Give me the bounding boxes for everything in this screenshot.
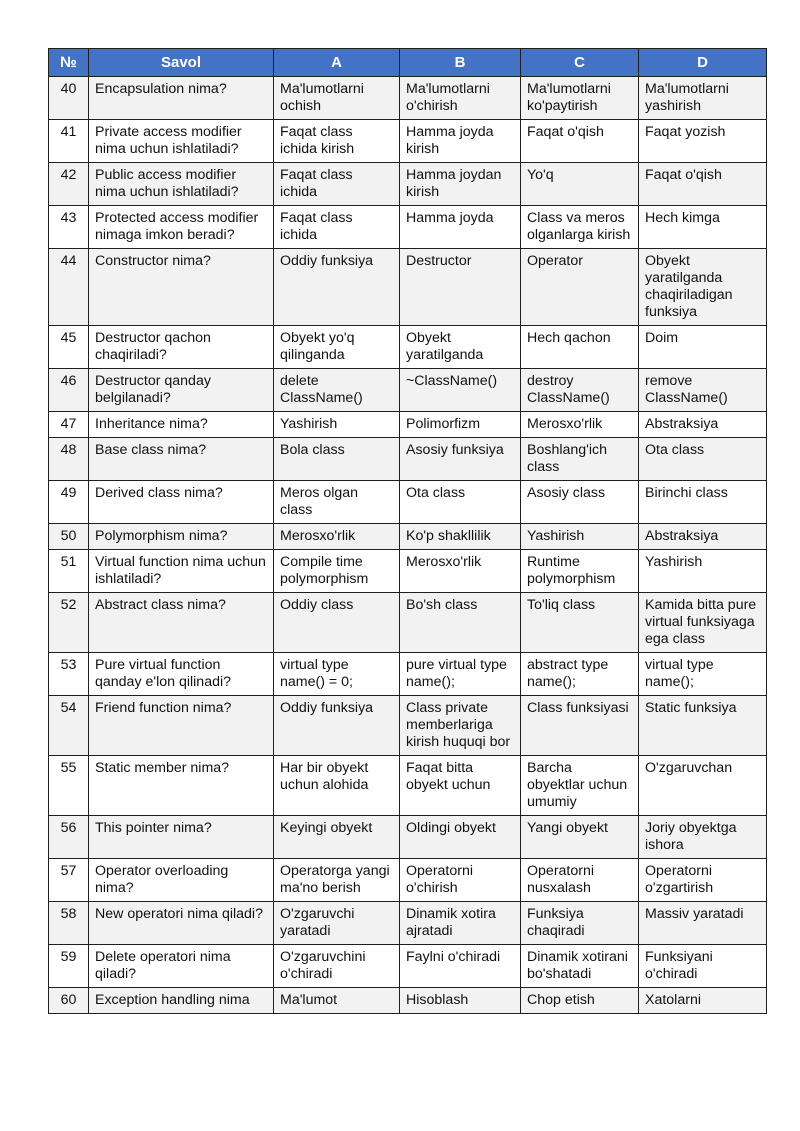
question-text: Public access modifier nima uchun ishlatiladi? (89, 163, 274, 206)
option-d: Static funksiya (639, 696, 767, 756)
question-number: 42 (49, 163, 89, 206)
option-b: Ma'lumotlarni o'chirish (400, 77, 521, 120)
header-option-a: A (274, 49, 400, 77)
table-row (49, 77, 767, 120)
option-d: Ma'lumotlarni yashirish (639, 77, 767, 120)
question-text: Encapsulation nima? (89, 77, 274, 120)
question-text: New operatori nima qiladi? (89, 902, 274, 945)
table-row (49, 481, 767, 524)
option-b: Bo'sh class (400, 593, 521, 653)
table-row (49, 438, 767, 481)
option-d: Faqat yozish (639, 120, 767, 163)
table-header (49, 49, 767, 77)
question-text: Delete operatori nima qiladi? (89, 945, 274, 988)
option-d: Birinchi class (639, 481, 767, 524)
question-number: 60 (49, 988, 89, 1014)
table-row (49, 816, 767, 859)
question-text: Private access modifier nima uchun ishlatiladi? (89, 120, 274, 163)
option-d: Abstraksiya (639, 412, 767, 438)
question-number: 51 (49, 550, 89, 593)
option-b: Hamma joyda kirish (400, 120, 521, 163)
header-question: Savol (89, 49, 274, 77)
question-number: 48 (49, 438, 89, 481)
table-row (49, 859, 767, 902)
option-a: Operatorga yangi ma'no berish (274, 859, 400, 902)
table-row (49, 326, 767, 369)
option-b: Asosiy funksiya (400, 438, 521, 481)
option-b: Hamma joydan kirish (400, 163, 521, 206)
option-d: Massiv yaratadi (639, 902, 767, 945)
option-a: Faqat class ichida (274, 206, 400, 249)
question-text: Friend function nima? (89, 696, 274, 756)
question-number: 53 (49, 653, 89, 696)
question-text: Destructor qachon chaqiriladi? (89, 326, 274, 369)
option-a: Ma'lumot (274, 988, 400, 1014)
question-text: Static member nima? (89, 756, 274, 816)
question-text: This pointer nima? (89, 816, 274, 859)
header-number: № (49, 49, 89, 77)
table-row (49, 945, 767, 988)
option-c: Hech qachon (521, 326, 639, 369)
option-c: Operator (521, 249, 639, 326)
option-c: Dinamik xotirani bo'shatadi (521, 945, 639, 988)
question-text: Constructor nima? (89, 249, 274, 326)
option-b: Obyekt yaratilganda (400, 326, 521, 369)
header-option-d: D (639, 49, 767, 77)
option-b: Hamma joyda (400, 206, 521, 249)
table-row (49, 550, 767, 593)
option-c: Class funksiyasi (521, 696, 639, 756)
table-row (49, 249, 767, 326)
question-number: 59 (49, 945, 89, 988)
table-row (49, 988, 767, 1014)
option-c: Faqat o'qish (521, 120, 639, 163)
table-row (49, 120, 767, 163)
option-d: Hech kimga (639, 206, 767, 249)
question-text: Protected access modifier nimaga imkon beradi? (89, 206, 274, 249)
option-d: Kamida bitta pure virtual funksiyaga ega class (639, 593, 767, 653)
option-c: abstract type name(); (521, 653, 639, 696)
question-number: 54 (49, 696, 89, 756)
question-number: 40 (49, 77, 89, 120)
table-row (49, 206, 767, 249)
table-row (49, 902, 767, 945)
option-a: Bola class (274, 438, 400, 481)
question-number: 56 (49, 816, 89, 859)
header-option-c: C (521, 49, 639, 77)
option-a: Keyingi obyekt (274, 816, 400, 859)
option-d: Obyekt yaratilganda chaqiriladigan funksiya (639, 249, 767, 326)
question-number: 43 (49, 206, 89, 249)
question-number: 58 (49, 902, 89, 945)
table-row (49, 163, 767, 206)
question-text: Inheritance nima? (89, 412, 274, 438)
option-c: destroy ClassName() (521, 369, 639, 412)
option-c: Chop etish (521, 988, 639, 1014)
option-b: Ota class (400, 481, 521, 524)
option-a: Compile time polymorphism (274, 550, 400, 593)
option-c: Ma'lumotlarni ko'paytirish (521, 77, 639, 120)
option-d: Joriy obyektga ishora (639, 816, 767, 859)
option-b: Operatorni o'chirish (400, 859, 521, 902)
option-b: Class private memberlariga kirish huquqi bor (400, 696, 521, 756)
table-row (49, 524, 767, 550)
question-number: 45 (49, 326, 89, 369)
option-b: Polimorfizm (400, 412, 521, 438)
option-a: Faqat class ichida (274, 163, 400, 206)
option-d: Operatorni o'zgartirish (639, 859, 767, 902)
option-c: To'liq class (521, 593, 639, 653)
option-b: Dinamik xotira ajratadi (400, 902, 521, 945)
option-a: Ma'lumotlarni ochish (274, 77, 400, 120)
option-d: Yashirish (639, 550, 767, 593)
question-text: Polymorphism nima? (89, 524, 274, 550)
table-row (49, 369, 767, 412)
option-a: Yashirish (274, 412, 400, 438)
option-b: Ko'p shakllilik (400, 524, 521, 550)
option-c: Yangi obyekt (521, 816, 639, 859)
option-d: Abstraksiya (639, 524, 767, 550)
option-b: Merosxo'rlik (400, 550, 521, 593)
table-row (49, 593, 767, 653)
header-row (49, 49, 767, 77)
option-d: Xatolarni (639, 988, 767, 1014)
question-number: 41 (49, 120, 89, 163)
option-a: Meros olgan class (274, 481, 400, 524)
question-text: Operator overloading nima? (89, 859, 274, 902)
header-option-b: B (400, 49, 521, 77)
question-text: Destructor qanday belgilanadi? (89, 369, 274, 412)
question-number: 55 (49, 756, 89, 816)
question-text: Abstract class nima? (89, 593, 274, 653)
table-row (49, 412, 767, 438)
question-number: 44 (49, 249, 89, 326)
quiz-table (48, 48, 767, 1014)
question-number: 52 (49, 593, 89, 653)
option-a: Merosxo'rlik (274, 524, 400, 550)
question-number: 49 (49, 481, 89, 524)
option-a: Oddiy funksiya (274, 249, 400, 326)
question-text: Base class nima? (89, 438, 274, 481)
option-a: Obyekt yo'q qilinganda (274, 326, 400, 369)
option-d: virtual type name(); (639, 653, 767, 696)
option-a: Har bir obyekt uchun alohida (274, 756, 400, 816)
option-b: Oldingi obyekt (400, 816, 521, 859)
table-row (49, 756, 767, 816)
question-text: Virtual function nima uchun ishlatiladi? (89, 550, 274, 593)
option-a: Faqat class ichida kirish (274, 120, 400, 163)
table-body (49, 77, 767, 1014)
option-c: Yo'q (521, 163, 639, 206)
option-c: Funksiya chaqiradi (521, 902, 639, 945)
option-b: Faylni o'chiradi (400, 945, 521, 988)
option-a: Oddiy funksiya (274, 696, 400, 756)
option-c: Operatorni nusxalash (521, 859, 639, 902)
option-a: virtual type name() = 0; (274, 653, 400, 696)
option-d: Doim (639, 326, 767, 369)
question-number: 47 (49, 412, 89, 438)
option-c: Class va meros olganlarga kirish (521, 206, 639, 249)
option-c: Yashirish (521, 524, 639, 550)
option-c: Asosiy class (521, 481, 639, 524)
table-row (49, 696, 767, 756)
option-c: Runtime polymorphism (521, 550, 639, 593)
option-d: O'zgaruvchan (639, 756, 767, 816)
option-d: remove ClassName() (639, 369, 767, 412)
option-a: delete ClassName() (274, 369, 400, 412)
option-c: Boshlang'ich class (521, 438, 639, 481)
question-text: Pure virtual function qanday e'lon qilinadi? (89, 653, 274, 696)
option-a: O'zgaruvchi yaratadi (274, 902, 400, 945)
option-b: Faqat bitta obyekt uchun (400, 756, 521, 816)
table-row (49, 653, 767, 696)
question-number: 57 (49, 859, 89, 902)
option-b: pure virtual type name(); (400, 653, 521, 696)
option-c: Merosxo'rlik (521, 412, 639, 438)
option-c: Barcha obyektlar uchun umumiy (521, 756, 639, 816)
option-d: Ota class (639, 438, 767, 481)
option-b: ~ClassName() (400, 369, 521, 412)
option-b: Destructor (400, 249, 521, 326)
option-d: Faqat o'qish (639, 163, 767, 206)
question-number: 50 (49, 524, 89, 550)
question-text: Exception handling nima (89, 988, 274, 1014)
option-d: Funksiyani o'chiradi (639, 945, 767, 988)
option-b: Hisoblash (400, 988, 521, 1014)
option-a: O'zgaruvchini o'chiradi (274, 945, 400, 988)
question-number: 46 (49, 369, 89, 412)
question-text: Derived class nima? (89, 481, 274, 524)
option-a: Oddiy class (274, 593, 400, 653)
